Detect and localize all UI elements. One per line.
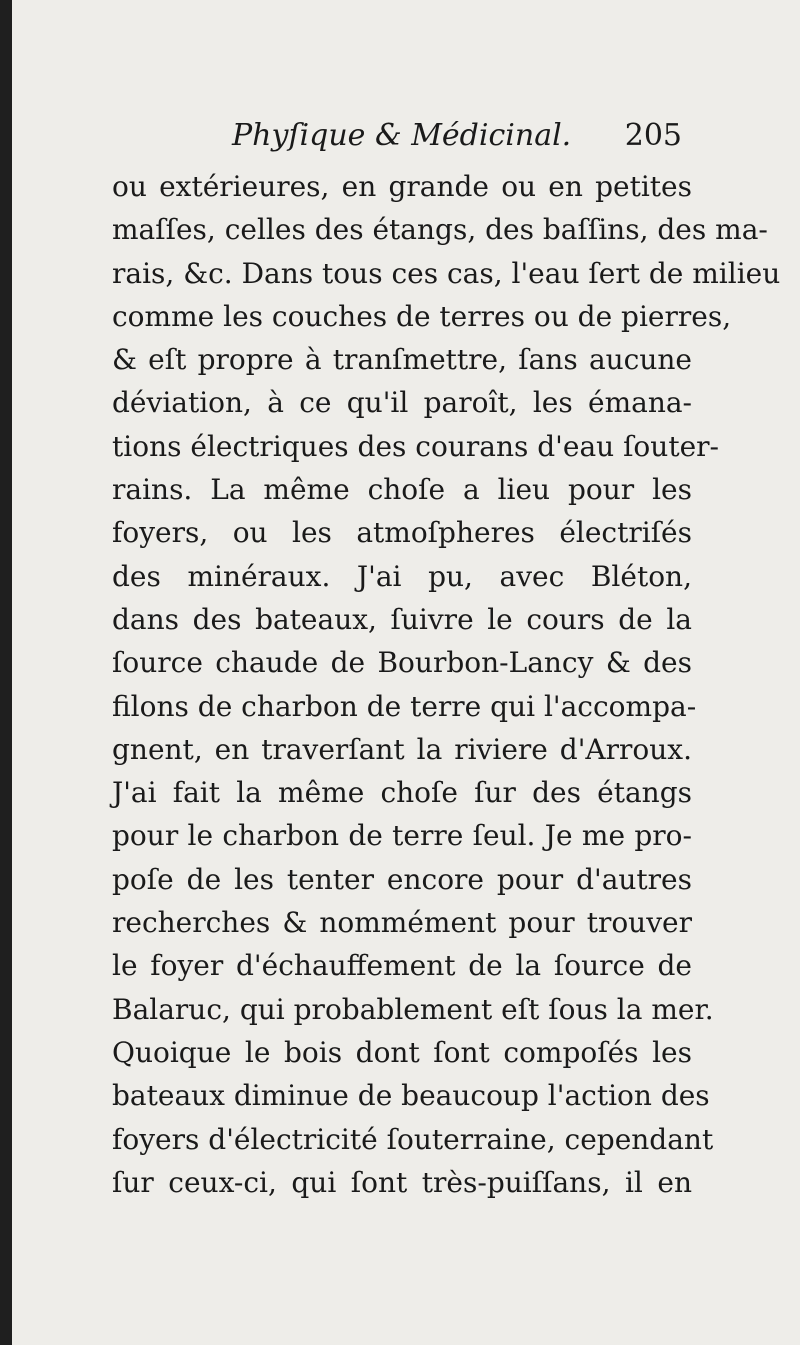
text-line: ſur ceux-ci, qui ſont très-puiſſans, il en bbox=[112, 1165, 692, 1199]
text-line: tions électriques des courans d'eau ſouter- bbox=[112, 429, 719, 463]
text-line: gnent, en traverſant la riviere d'Arroux. bbox=[112, 732, 692, 766]
text-line: poſe de les tenter encore pour d'autres bbox=[112, 862, 692, 896]
text-line: rains. La même choſe a lieu pour les bbox=[112, 473, 692, 507]
text-line: Quoique le bois dont ſont compoſés les bbox=[112, 1035, 692, 1069]
text-line: ſource chaude de Bourbon-Lancy & des bbox=[112, 646, 692, 680]
text-line: ou extérieures, en grande ou en petites bbox=[112, 170, 692, 203]
text-line: filons de charbon de terre qui l'accompa- bbox=[112, 689, 697, 723]
text-line: foyers, ou les atmoſpheres électriſés bbox=[112, 516, 692, 550]
text-line: foyers d'électricité ſouterraine, cependant bbox=[112, 1122, 714, 1156]
text-line: comme les couches de terres ou de pierres, bbox=[112, 299, 732, 333]
text-line: bateaux diminue de beaucoup l'action des bbox=[112, 1079, 710, 1113]
text-line: Balaruc, qui probablement eſt ſous la mer. bbox=[112, 992, 714, 1026]
text-line: pour le charbon de terre ſeul. Je me pro- bbox=[112, 819, 692, 853]
text-line: rais, &c. Dans tous ces cas, l'eau ſert de milieu bbox=[112, 256, 781, 290]
body-text bbox=[112, 165, 781, 1204]
running-head: Phyſique & Médicinal. bbox=[232, 118, 572, 153]
page-binding-edge bbox=[0, 0, 12, 1345]
page-number: 205 bbox=[624, 118, 682, 153]
text-line: des minéraux. J'ai pu, avec Bléton, bbox=[112, 559, 692, 593]
text-line: maſſes, celles des étangs, des baſſins, des ma- bbox=[112, 213, 768, 247]
page-header bbox=[232, 118, 682, 158]
text-line: recherches & nommément pour trouver bbox=[112, 906, 692, 940]
text-line: déviation, à ce qu'il paroît, les émana- bbox=[112, 386, 692, 420]
text-line: J'ai fait la même choſe ſur des étangs bbox=[112, 776, 692, 810]
text-line: dans des bateaux, ſuivre le cours de la bbox=[112, 602, 692, 636]
text-line: le foyer d'échauffement de la ſource de bbox=[112, 949, 692, 983]
text-line: & eſt propre à tranſmettre, ſans aucune bbox=[112, 343, 692, 377]
